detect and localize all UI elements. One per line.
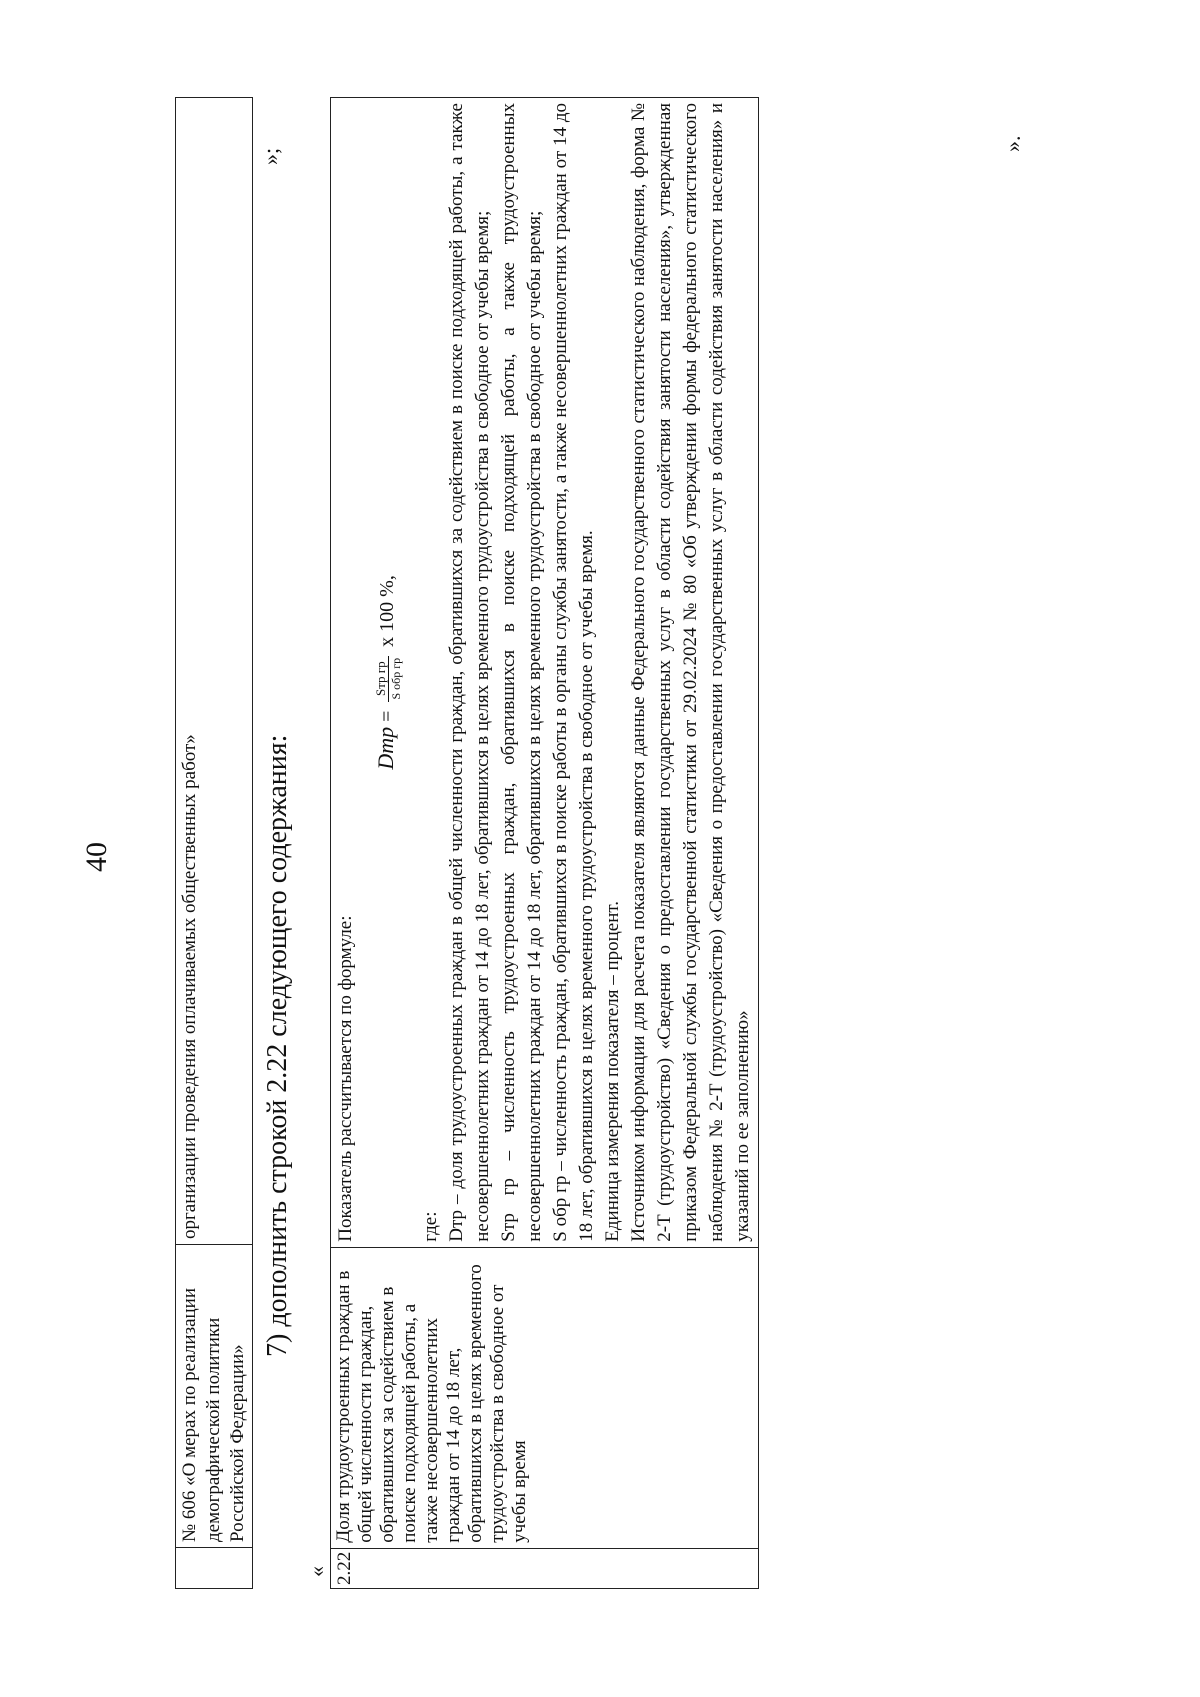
table-row bbox=[176, 98, 253, 1589]
row-name-cell: Доля трудоустроенных граждан в общей численности граждан, обратившихся за содействием в поиске подходящей работы, а также несовершеннолетних граждан от 14 до 18 лет, обратившихся в целях временного трудоустройства в свободное от учебы время bbox=[331, 1247, 759, 1548]
definition-paragraph: Dтр – доля трудоустроенных граждан в общей численности граждан, обратившихся за содействием в поиске подходящей работы, а также несовершеннолетних граждан от 14 до 18 лет, обратившихся в целях временного трудоустройства в свободное от учебы время; bbox=[446, 103, 493, 1242]
page-number: 40 bbox=[80, 842, 113, 872]
table-row bbox=[331, 98, 759, 1589]
source-paragraph: Источником информации для расчета показателя являются данные Федерального государственного статистического наблюдения, форма № 2-Т (трудоустройство) «Сведения о предоставлении государственных услуг в области содействия занятости населения», утвержденная приказом Федеральной службы государственной статистики от 29.02.2024 № 80 «Об утверждении формы федерального статистического наблюдения № 2-Т (трудоустройство) «Сведения о предоставлении государственных услуг в области содействия занятости населения» и указаний по ее заполнению» bbox=[628, 103, 753, 1242]
amendment-intro-text: 7) дополнить строкой 2.22 следующего содержания: bbox=[262, 734, 293, 1357]
definition-paragraph: S обр гр – численность граждан, обратившихся в поиске работы в органы службы занятости, а также несовершеннолетних граждан от 14 до 18 лет, обратившихся в целях временного трудоустройства в свободное от учебы время. bbox=[550, 103, 597, 1242]
row-number-cell bbox=[176, 1548, 253, 1589]
opening-quote: « bbox=[304, 1566, 329, 1577]
formula-fraction bbox=[373, 656, 404, 702]
unit-paragraph: Единица измерения показателя – процент. bbox=[602, 900, 623, 1242]
where-label: где: bbox=[420, 1211, 441, 1242]
definition-paragraph: Sтр гр – численность трудоустроенных граждан, обратившихся в поиске подходящей работы, а также трудоустроенных несовершеннолетних граждан от 14 до 18 лет, обратившихся в целях временного трудоустройства в свободное от учебы время; bbox=[498, 103, 545, 1242]
new-row-table bbox=[330, 97, 759, 1589]
row-description-cell: организации проведения оплачиваемых общественных работ» bbox=[176, 98, 253, 1245]
previous-row-table bbox=[175, 97, 253, 1589]
row-number-cell: 2.22 bbox=[331, 1548, 759, 1588]
formula-numerator: Sтр гр bbox=[373, 656, 389, 702]
row-name-cell: № 606 «О мерах по реализации демографической политики Российской Федерации» bbox=[176, 1245, 253, 1548]
formula-rhs: х 100 %, bbox=[376, 575, 399, 647]
formula-lhs: Dтр bbox=[373, 726, 399, 770]
formula-denominator: S обр гр bbox=[389, 657, 403, 700]
formula bbox=[359, 103, 418, 1242]
row-description-cell bbox=[331, 98, 759, 1248]
closing-quote: »; bbox=[258, 147, 283, 165]
formula-equals: = bbox=[376, 710, 399, 722]
closing-quote: ». bbox=[1000, 135, 1025, 152]
formula-intro: Показатель рассчитывается по формуле: bbox=[335, 915, 356, 1242]
